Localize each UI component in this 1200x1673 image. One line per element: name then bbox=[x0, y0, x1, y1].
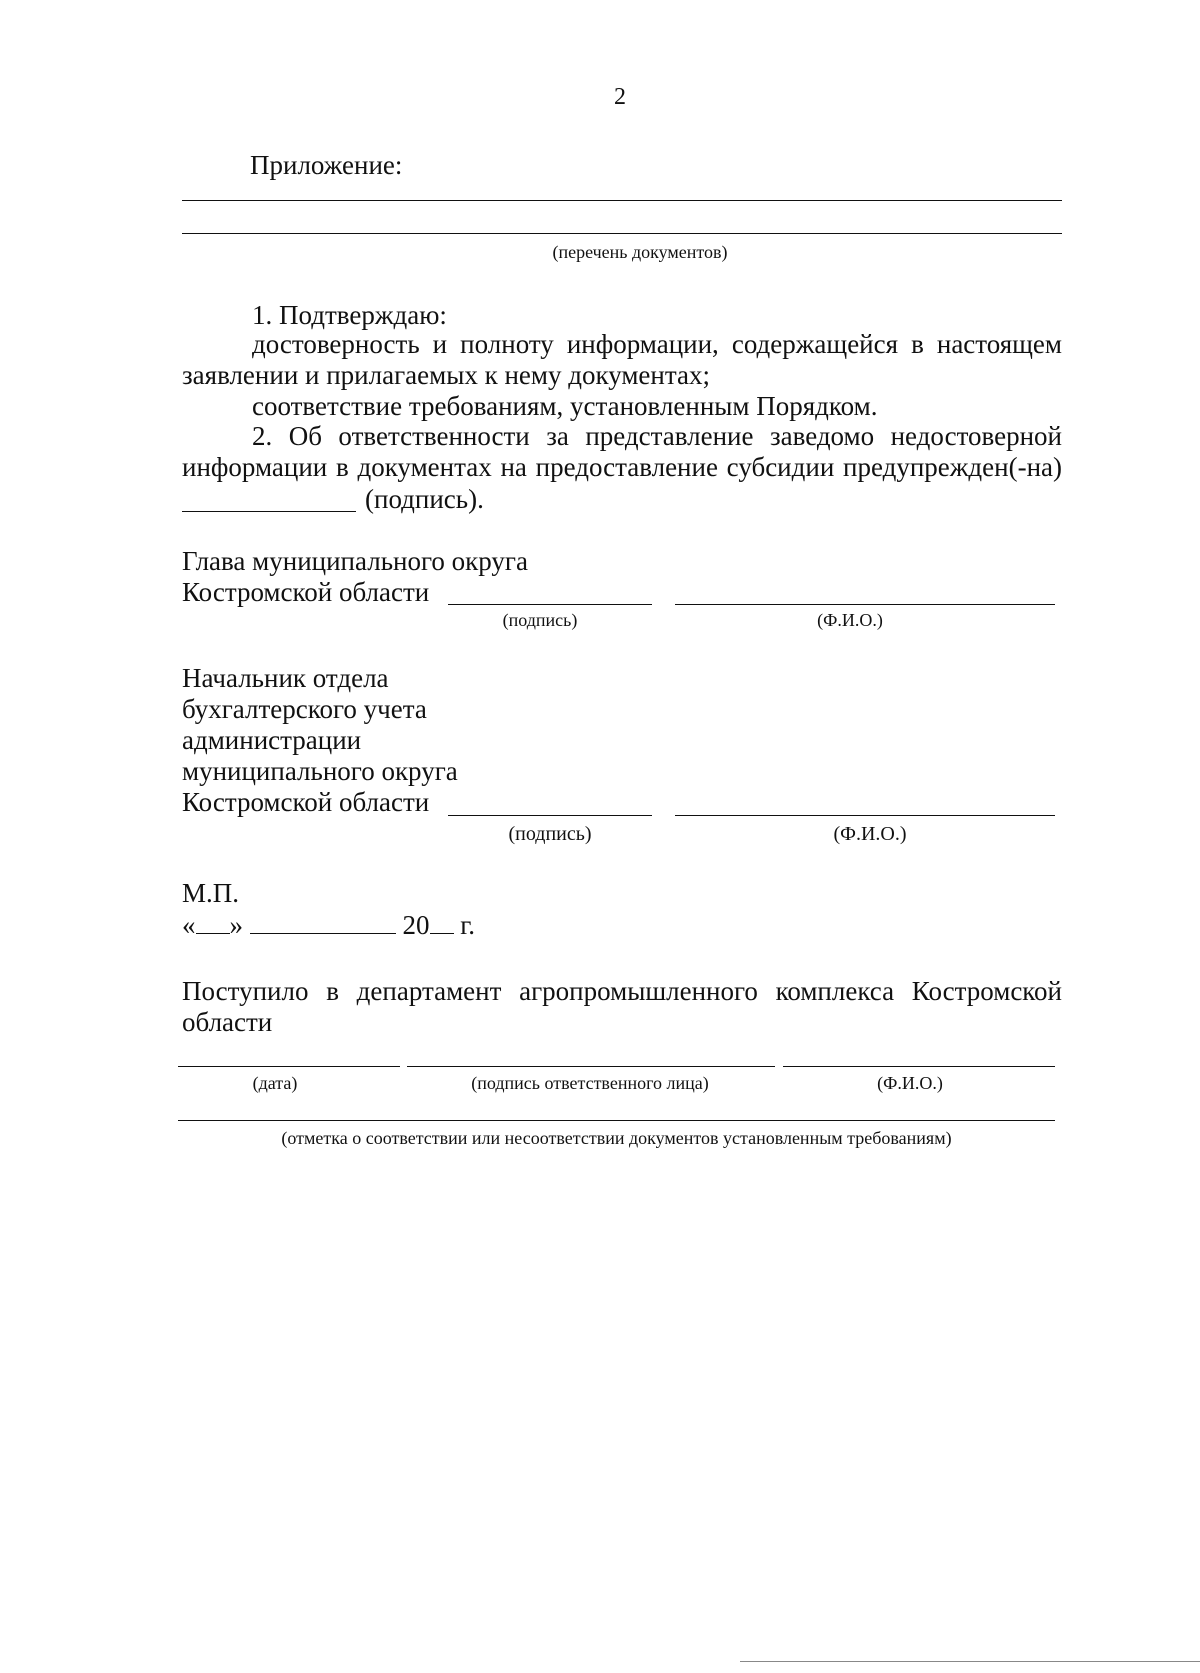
accounting-name-line bbox=[675, 815, 1055, 816]
head-signature-caption: (подпись) bbox=[502, 610, 578, 630]
responsibility-signature-note: (подпись). bbox=[365, 484, 484, 514]
accounting-signature-line bbox=[448, 815, 652, 816]
received-line-2: области bbox=[182, 1007, 273, 1037]
accounting-signature-caption: (подпись) bbox=[508, 823, 592, 845]
compliance-mark-caption: (отметка о соответствии или несоответствии документов установленным требованиям) bbox=[281, 1128, 952, 1148]
accounting-title-line-5: Костромской области bbox=[182, 787, 430, 817]
scan-edge-line bbox=[740, 1661, 1200, 1662]
head-title-line-2: Костромской области bbox=[182, 577, 430, 607]
received-signature-caption: (подпись ответственного лица) bbox=[471, 1073, 709, 1093]
responsibility-signature-line bbox=[182, 511, 356, 512]
received-name-caption: (Ф.И.О.) bbox=[877, 1073, 943, 1093]
accounting-title-line-4: муниципального округа bbox=[182, 756, 458, 786]
stamp-mark: М.П. bbox=[182, 878, 240, 908]
date-year-blank bbox=[430, 913, 454, 934]
received-line-1: Поступило в департамент агропромышленного комплекса Костромской bbox=[182, 976, 1062, 1006]
accounting-title-line-2: бухгалтерского учета bbox=[182, 694, 427, 724]
date-year-suffix: г. bbox=[460, 910, 476, 940]
head-name-caption: (Ф.И.О.) bbox=[817, 610, 883, 630]
accounting-title-line-3: администрации bbox=[182, 725, 362, 755]
page-number: 2 bbox=[614, 84, 626, 110]
appendix-label: Приложение: bbox=[250, 150, 403, 180]
received-signature-line bbox=[407, 1066, 775, 1067]
received-date-caption: (дата) bbox=[252, 1073, 298, 1093]
head-signature-line bbox=[448, 604, 652, 605]
accounting-name-caption: (Ф.И.О.) bbox=[833, 823, 907, 845]
responsibility-line-2: информации в документах на предоставление субсидии предупрежден(-на) bbox=[182, 452, 1062, 482]
received-date-line bbox=[178, 1066, 400, 1067]
confirmation-line-1: достоверность и полноту информации, содержащейся в настоящем bbox=[252, 329, 1062, 359]
confirmation-line-2: соответствие требованиям, установленным Порядком. bbox=[252, 391, 878, 421]
confirmation-heading: 1. Подтверждаю: bbox=[252, 300, 447, 330]
appendix-caption: (перечень документов) bbox=[552, 242, 728, 262]
date-close-quote: » bbox=[229, 910, 243, 940]
accounting-title-line-1: Начальник отдела bbox=[182, 663, 389, 693]
head-title-line-1: Глава муниципального округа bbox=[182, 546, 528, 576]
date-month-blank bbox=[250, 913, 396, 934]
confirmation-line-1-end: заявлении и прилагаемых к нему документах; bbox=[182, 360, 710, 390]
appendix-line-2 bbox=[182, 233, 1062, 234]
date-open-quote: « bbox=[182, 910, 196, 940]
received-name-line bbox=[783, 1066, 1055, 1067]
compliance-mark-line bbox=[178, 1120, 1055, 1121]
head-name-line bbox=[675, 604, 1055, 605]
date-day-blank bbox=[196, 913, 230, 934]
appendix-line-1 bbox=[182, 200, 1062, 201]
date-line bbox=[182, 910, 475, 941]
responsibility-line-1: 2. Об ответственности за представление заведомо недостоверной bbox=[252, 421, 1062, 451]
date-year-prefix: 20 bbox=[402, 910, 430, 940]
